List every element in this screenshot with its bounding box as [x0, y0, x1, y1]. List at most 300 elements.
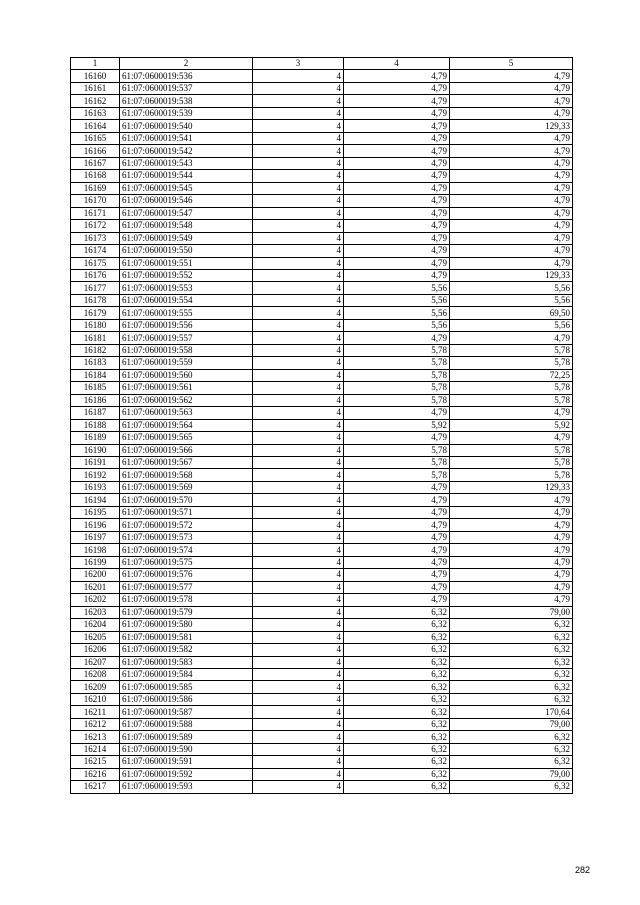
col5-value-cell: 6,32	[450, 781, 573, 793]
row-number-cell: 16200	[71, 569, 120, 581]
col4-value-cell: 4,79	[344, 170, 450, 182]
col4-value-cell: 4,79	[344, 269, 450, 281]
col3-value-cell: 4	[253, 132, 344, 144]
col5-value-cell: 4,79	[450, 220, 573, 232]
col4-value-cell: 6,32	[344, 693, 450, 705]
row-number-cell: 16163	[71, 107, 120, 119]
row-number-cell: 16205	[71, 631, 120, 643]
row-number-cell: 16195	[71, 506, 120, 518]
row-number-cell: 16177	[71, 282, 120, 294]
col5-value-cell: 4,79	[450, 407, 573, 419]
table-row	[71, 182, 573, 194]
col4-value-cell: 4,79	[344, 432, 450, 444]
data-table	[70, 57, 573, 794]
col3-value-cell: 4	[253, 594, 344, 606]
cadastral-number-cell: 61:07:0600019:575	[120, 556, 253, 568]
col4-value-cell: 6,32	[344, 731, 450, 743]
col4-value-cell: 6,32	[344, 756, 450, 768]
col4-value-cell: 4,79	[344, 506, 450, 518]
table-row	[71, 82, 573, 94]
cadastral-number-cell: 61:07:0600019:591	[120, 756, 253, 768]
col4-value-cell: 5,78	[344, 457, 450, 469]
col3-value-cell: 4	[253, 344, 344, 356]
cadastral-number-cell: 61:07:0600019:593	[120, 781, 253, 793]
row-number-cell: 16160	[71, 70, 120, 82]
table-row	[71, 644, 573, 656]
col4-value-cell: 4,79	[344, 556, 450, 568]
table-row	[71, 469, 573, 481]
col4-value-cell: 4,79	[344, 332, 450, 344]
row-number-cell: 16181	[71, 332, 120, 344]
col3-value-cell: 4	[253, 407, 344, 419]
col5-value-cell: 4,79	[450, 157, 573, 169]
row-number-cell: 16217	[71, 781, 120, 793]
col3-value-cell: 4	[253, 419, 344, 431]
table-row	[71, 95, 573, 107]
cadastral-number-cell: 61:07:0600019:571	[120, 506, 253, 518]
row-number-cell: 16198	[71, 544, 120, 556]
table-body	[71, 70, 573, 793]
table-row	[71, 631, 573, 643]
table-row	[71, 419, 573, 431]
cadastral-number-cell: 61:07:0600019:578	[120, 594, 253, 606]
col5-value-cell: 5,78	[450, 457, 573, 469]
cadastral-number-cell: 61:07:0600019:573	[120, 531, 253, 543]
row-number-cell: 16192	[71, 469, 120, 481]
col5-value-cell: 79,00	[450, 606, 573, 618]
col5-value-cell: 5,78	[450, 394, 573, 406]
table-row	[71, 619, 573, 631]
col4-value-cell: 6,32	[344, 706, 450, 718]
col5-value-cell: 6,32	[450, 756, 573, 768]
row-number-cell: 16201	[71, 581, 120, 593]
table-row	[71, 681, 573, 693]
col3-value-cell: 4	[253, 294, 344, 306]
col5-value-cell: 6,32	[450, 731, 573, 743]
row-number-cell: 16190	[71, 444, 120, 456]
col4-value-cell: 4,79	[344, 481, 450, 493]
table-row	[71, 768, 573, 780]
row-number-cell: 16191	[71, 457, 120, 469]
col3-value-cell: 4	[253, 781, 344, 793]
cadastral-number-cell: 61:07:0600019:558	[120, 344, 253, 356]
row-number-cell: 16203	[71, 606, 120, 618]
col4-value-cell: 6,32	[344, 644, 450, 656]
table-row	[71, 220, 573, 232]
row-number-cell: 16207	[71, 656, 120, 668]
cadastral-number-cell: 61:07:0600019:581	[120, 631, 253, 643]
col5-value-cell: 4,79	[450, 207, 573, 219]
row-number-cell: 16179	[71, 307, 120, 319]
table-row	[71, 444, 573, 456]
cadastral-number-cell: 61:07:0600019:572	[120, 519, 253, 531]
col3-value-cell: 4	[253, 369, 344, 381]
cadastral-number-cell: 61:07:0600019:542	[120, 145, 253, 157]
col4-value-cell: 6,32	[344, 768, 450, 780]
col4-value-cell: 4,79	[344, 519, 450, 531]
row-number-cell: 16209	[71, 681, 120, 693]
column-header: 4	[344, 58, 450, 70]
col4-value-cell: 6,32	[344, 606, 450, 618]
table-row	[71, 282, 573, 294]
col5-value-cell: 4,79	[450, 569, 573, 581]
table-row	[71, 307, 573, 319]
col3-value-cell: 4	[253, 644, 344, 656]
col5-value-cell: 79,00	[450, 718, 573, 730]
row-number-cell: 16204	[71, 619, 120, 631]
cadastral-number-cell: 61:07:0600019:567	[120, 457, 253, 469]
row-number-cell: 16187	[71, 407, 120, 419]
col5-value-cell: 5,92	[450, 419, 573, 431]
col3-value-cell: 4	[253, 70, 344, 82]
col3-value-cell: 4	[253, 544, 344, 556]
col4-value-cell: 6,32	[344, 743, 450, 755]
row-number-cell: 16171	[71, 207, 120, 219]
col3-value-cell: 4	[253, 631, 344, 643]
col4-value-cell: 4,79	[344, 82, 450, 94]
col5-value-cell: 6,32	[450, 631, 573, 643]
cadastral-number-cell: 61:07:0600019:560	[120, 369, 253, 381]
cadastral-number-cell: 61:07:0600019:555	[120, 307, 253, 319]
col4-value-cell: 5,92	[344, 419, 450, 431]
cadastral-number-cell: 61:07:0600019:551	[120, 257, 253, 269]
col4-value-cell: 4,79	[344, 531, 450, 543]
row-number-cell: 16199	[71, 556, 120, 568]
col3-value-cell: 4	[253, 120, 344, 132]
row-number-cell: 16188	[71, 419, 120, 431]
col3-value-cell: 4	[253, 95, 344, 107]
col4-value-cell: 5,56	[344, 282, 450, 294]
col5-value-cell: 4,79	[450, 581, 573, 593]
cadastral-number-cell: 61:07:0600019:538	[120, 95, 253, 107]
table-row	[71, 245, 573, 257]
cadastral-number-cell: 61:07:0600019:549	[120, 232, 253, 244]
col5-value-cell: 4,79	[450, 95, 573, 107]
row-number-cell: 16161	[71, 82, 120, 94]
col4-value-cell: 5,78	[344, 382, 450, 394]
cadastral-number-cell: 61:07:0600019:582	[120, 644, 253, 656]
table-row	[71, 394, 573, 406]
col5-value-cell: 6,32	[450, 668, 573, 680]
cadastral-number-cell: 61:07:0600019:540	[120, 120, 253, 132]
cadastral-number-cell: 61:07:0600019:547	[120, 207, 253, 219]
col3-value-cell: 4	[253, 494, 344, 506]
table-row	[71, 369, 573, 381]
table-row	[71, 756, 573, 768]
col5-value-cell: 5,78	[450, 444, 573, 456]
column-header: 1	[71, 58, 120, 70]
col4-value-cell: 5,56	[344, 307, 450, 319]
col3-value-cell: 4	[253, 619, 344, 631]
row-number-cell: 16196	[71, 519, 120, 531]
table-row	[71, 70, 573, 82]
col4-value-cell: 4,79	[344, 581, 450, 593]
col5-value-cell: 5,56	[450, 319, 573, 331]
col3-value-cell: 4	[253, 382, 344, 394]
col3-value-cell: 4	[253, 432, 344, 444]
cadastral-number-cell: 61:07:0600019:584	[120, 668, 253, 680]
row-number-cell: 16169	[71, 182, 120, 194]
cadastral-number-cell: 61:07:0600019:550	[120, 245, 253, 257]
col3-value-cell: 4	[253, 245, 344, 257]
col4-value-cell: 4,79	[344, 157, 450, 169]
row-number-cell: 16212	[71, 718, 120, 730]
col5-value-cell: 4,79	[450, 594, 573, 606]
col3-value-cell: 4	[253, 681, 344, 693]
col5-value-cell: 4,79	[450, 519, 573, 531]
col4-value-cell: 4,79	[344, 407, 450, 419]
row-number-cell: 16164	[71, 120, 120, 132]
col5-value-cell: 4,79	[450, 82, 573, 94]
table-row	[71, 382, 573, 394]
col5-value-cell: 79,00	[450, 768, 573, 780]
col5-value-cell: 5,56	[450, 282, 573, 294]
table-row	[71, 718, 573, 730]
col5-value-cell: 6,32	[450, 619, 573, 631]
col4-value-cell: 4,79	[344, 594, 450, 606]
cadastral-number-cell: 61:07:0600019:576	[120, 569, 253, 581]
cadastral-number-cell: 61:07:0600019:589	[120, 731, 253, 743]
cadastral-number-cell: 61:07:0600019:561	[120, 382, 253, 394]
cadastral-number-cell: 61:07:0600019:539	[120, 107, 253, 119]
row-number-cell: 16180	[71, 319, 120, 331]
row-number-cell: 16176	[71, 269, 120, 281]
table-row	[71, 781, 573, 793]
table-row	[71, 581, 573, 593]
table-row	[71, 706, 573, 718]
row-number-cell: 16166	[71, 145, 120, 157]
table-row	[71, 232, 573, 244]
table-row	[71, 332, 573, 344]
col3-value-cell: 4	[253, 531, 344, 543]
col4-value-cell: 5,56	[344, 319, 450, 331]
cadastral-number-cell: 61:07:0600019:543	[120, 157, 253, 169]
col3-value-cell: 4	[253, 481, 344, 493]
col5-value-cell: 129,33	[450, 120, 573, 132]
table-row	[71, 344, 573, 356]
col3-value-cell: 4	[253, 718, 344, 730]
row-number-cell: 16186	[71, 394, 120, 406]
col4-value-cell: 4,79	[344, 257, 450, 269]
col3-value-cell: 4	[253, 457, 344, 469]
col4-value-cell: 6,32	[344, 668, 450, 680]
table-row	[71, 731, 573, 743]
col4-value-cell: 4,79	[344, 182, 450, 194]
cadastral-number-cell: 61:07:0600019:590	[120, 743, 253, 755]
col3-value-cell: 4	[253, 319, 344, 331]
table-row	[71, 519, 573, 531]
table-row	[71, 195, 573, 207]
cadastral-number-cell: 61:07:0600019:546	[120, 195, 253, 207]
cadastral-number-cell: 61:07:0600019:559	[120, 357, 253, 369]
col3-value-cell: 4	[253, 444, 344, 456]
col5-value-cell: 4,79	[450, 195, 573, 207]
row-number-cell: 16214	[71, 743, 120, 755]
col5-value-cell: 4,79	[450, 494, 573, 506]
col5-value-cell: 4,79	[450, 145, 573, 157]
row-number-cell: 16173	[71, 232, 120, 244]
col5-value-cell: 129,33	[450, 481, 573, 493]
col3-value-cell: 4	[253, 207, 344, 219]
col3-value-cell: 4	[253, 357, 344, 369]
row-number-cell: 16184	[71, 369, 120, 381]
col5-value-cell: 4,79	[450, 70, 573, 82]
cadastral-number-cell: 61:07:0600019:577	[120, 581, 253, 593]
row-number-cell: 16183	[71, 357, 120, 369]
col3-value-cell: 4	[253, 756, 344, 768]
col3-value-cell: 4	[253, 731, 344, 743]
col5-value-cell: 69,50	[450, 307, 573, 319]
cadastral-number-cell: 61:07:0600019:592	[120, 768, 253, 780]
col3-value-cell: 4	[253, 693, 344, 705]
col3-value-cell: 4	[253, 469, 344, 481]
row-number-cell: 16185	[71, 382, 120, 394]
table-row	[71, 569, 573, 581]
row-number-cell: 16206	[71, 644, 120, 656]
col3-value-cell: 4	[253, 569, 344, 581]
cadastral-number-cell: 61:07:0600019:583	[120, 656, 253, 668]
col4-value-cell: 5,78	[344, 444, 450, 456]
col4-value-cell: 4,79	[344, 195, 450, 207]
col4-value-cell: 4,79	[344, 494, 450, 506]
cadastral-number-cell: 61:07:0600019:569	[120, 481, 253, 493]
col3-value-cell: 4	[253, 394, 344, 406]
row-number-cell: 16168	[71, 170, 120, 182]
col3-value-cell: 4	[253, 82, 344, 94]
table-row	[71, 743, 573, 755]
table-row	[71, 120, 573, 132]
cadastral-number-cell: 61:07:0600019:554	[120, 294, 253, 306]
col5-value-cell: 4,79	[450, 245, 573, 257]
col4-value-cell: 4,79	[344, 220, 450, 232]
column-header: 5	[450, 58, 573, 70]
col5-value-cell: 6,32	[450, 681, 573, 693]
col3-value-cell: 4	[253, 157, 344, 169]
col5-value-cell: 4,79	[450, 556, 573, 568]
col5-value-cell: 4,79	[450, 132, 573, 144]
table-row	[71, 432, 573, 444]
col5-value-cell: 4,79	[450, 531, 573, 543]
row-number-cell: 16167	[71, 157, 120, 169]
col5-value-cell: 4,79	[450, 170, 573, 182]
col4-value-cell: 4,79	[344, 544, 450, 556]
table-row	[71, 693, 573, 705]
table-row	[71, 531, 573, 543]
cadastral-number-cell: 61:07:0600019:541	[120, 132, 253, 144]
row-number-cell: 16172	[71, 220, 120, 232]
cadastral-number-cell: 61:07:0600019:537	[120, 82, 253, 94]
table-row	[71, 207, 573, 219]
col3-value-cell: 4	[253, 332, 344, 344]
col3-value-cell: 4	[253, 232, 344, 244]
page-number: 282	[574, 865, 590, 875]
table-row	[71, 107, 573, 119]
col5-value-cell: 6,32	[450, 693, 573, 705]
cadastral-number-cell: 61:07:0600019:536	[120, 70, 253, 82]
col3-value-cell: 4	[253, 182, 344, 194]
col4-value-cell: 5,78	[344, 469, 450, 481]
cadastral-number-cell: 61:07:0600019:566	[120, 444, 253, 456]
table-row	[71, 269, 573, 281]
col4-value-cell: 6,32	[344, 681, 450, 693]
table-row	[71, 257, 573, 269]
table-row	[71, 319, 573, 331]
table-row	[71, 457, 573, 469]
col4-value-cell: 6,32	[344, 631, 450, 643]
col4-value-cell: 4,79	[344, 145, 450, 157]
cadastral-number-cell: 61:07:0600019:556	[120, 319, 253, 331]
col5-value-cell: 5,78	[450, 357, 573, 369]
col4-value-cell: 5,56	[344, 294, 450, 306]
col5-value-cell: 4,79	[450, 506, 573, 518]
table-row	[71, 145, 573, 157]
col4-value-cell: 4,79	[344, 95, 450, 107]
col3-value-cell: 4	[253, 519, 344, 531]
row-number-cell: 16194	[71, 494, 120, 506]
col4-value-cell: 6,32	[344, 781, 450, 793]
row-number-cell: 16216	[71, 768, 120, 780]
col5-value-cell: 4,79	[450, 332, 573, 344]
col3-value-cell: 4	[253, 307, 344, 319]
col5-value-cell: 5,78	[450, 469, 573, 481]
row-number-cell: 16162	[71, 95, 120, 107]
col4-value-cell: 4,79	[344, 107, 450, 119]
col4-value-cell: 4,79	[344, 70, 450, 82]
cadastral-number-cell: 61:07:0600019:553	[120, 282, 253, 294]
cadastral-number-cell: 61:07:0600019:563	[120, 407, 253, 419]
table-header-row	[71, 58, 573, 70]
row-number-cell: 16165	[71, 132, 120, 144]
cadastral-number-cell: 61:07:0600019:544	[120, 170, 253, 182]
table-row	[71, 157, 573, 169]
cadastral-number-cell: 61:07:0600019:548	[120, 220, 253, 232]
col5-value-cell: 170,64	[450, 706, 573, 718]
column-header: 3	[253, 58, 344, 70]
col4-value-cell: 5,78	[344, 369, 450, 381]
col4-value-cell: 5,78	[344, 394, 450, 406]
col5-value-cell: 5,78	[450, 344, 573, 356]
row-number-cell: 16213	[71, 731, 120, 743]
col5-value-cell: 129,33	[450, 269, 573, 281]
col4-value-cell: 6,32	[344, 619, 450, 631]
col4-value-cell: 6,32	[344, 656, 450, 668]
col5-value-cell: 5,56	[450, 294, 573, 306]
cadastral-number-cell: 61:07:0600019:545	[120, 182, 253, 194]
cadastral-number-cell: 61:07:0600019:562	[120, 394, 253, 406]
table-row	[71, 357, 573, 369]
cadastral-number-cell: 61:07:0600019:588	[120, 718, 253, 730]
row-number-cell: 16170	[71, 195, 120, 207]
col3-value-cell: 4	[253, 269, 344, 281]
table-row	[71, 494, 573, 506]
row-number-cell: 16178	[71, 294, 120, 306]
table-row	[71, 556, 573, 568]
cadastral-number-cell: 61:07:0600019:557	[120, 332, 253, 344]
col3-value-cell: 4	[253, 743, 344, 755]
table-row	[71, 170, 573, 182]
table-row	[71, 506, 573, 518]
col3-value-cell: 4	[253, 107, 344, 119]
column-header: 2	[120, 58, 253, 70]
col4-value-cell: 5,78	[344, 344, 450, 356]
col5-value-cell: 72,25	[450, 369, 573, 381]
col3-value-cell: 4	[253, 581, 344, 593]
col5-value-cell: 4,79	[450, 107, 573, 119]
cadastral-number-cell: 61:07:0600019:586	[120, 693, 253, 705]
cadastral-number-cell: 61:07:0600019:570	[120, 494, 253, 506]
col5-value-cell: 6,32	[450, 644, 573, 656]
table-row	[71, 481, 573, 493]
